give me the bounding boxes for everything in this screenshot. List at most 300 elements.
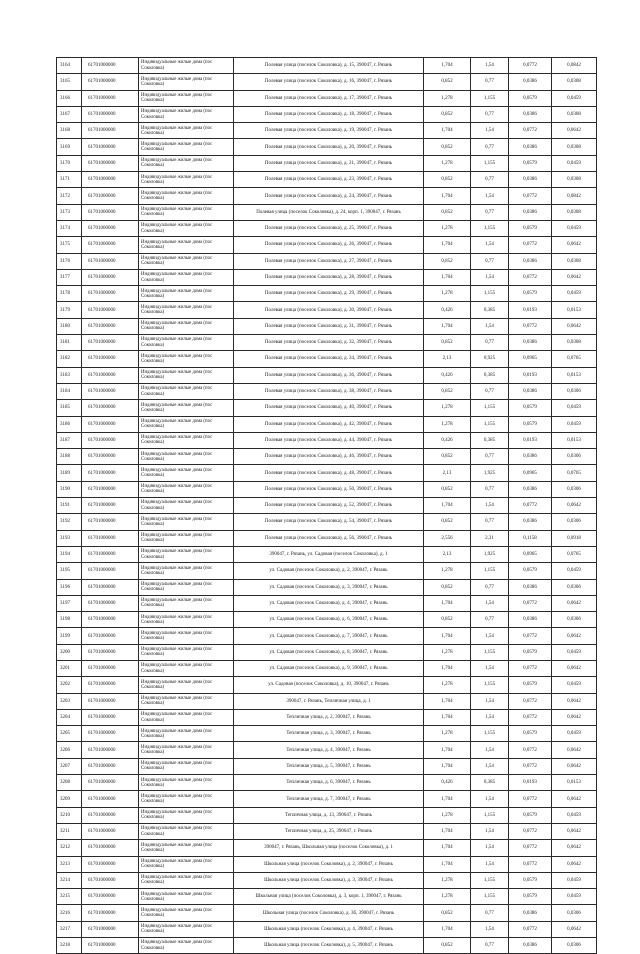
address-cell: ул. Садовая (поселок Соколовка), д. 9, 390047, г. Рязань <box>234 660 424 676</box>
value-3-cell: 0,0772 <box>509 123 552 139</box>
row-number-cell: 3173 <box>57 204 82 220</box>
row-number-cell: 3169 <box>57 139 82 155</box>
okato-code-cell: 61701000000 <box>82 367 139 383</box>
okato-code-cell: 61701000000 <box>82 188 139 204</box>
address-cell: Полевая улица (поселок Соколовка), д. 24, корп. 1, 390047, г. Рязань <box>234 204 424 220</box>
value-3-cell: 0,0772 <box>509 498 552 514</box>
address-cell: ул. Садовая (поселок Соколовка), д. 10, 390047, г. Рязань <box>234 677 424 693</box>
value-4-cell: 0,0306 <box>552 612 597 628</box>
okato-code-cell: 61701000000 <box>82 563 139 579</box>
value-2-cell: 1,54 <box>471 742 509 758</box>
value-2-cell: 1,54 <box>471 791 509 807</box>
address-cell: ул. Садовая (поселок Соколовка), д. 6, 390047, г. Рязань <box>234 612 424 628</box>
row-number-cell: 3202 <box>57 677 82 693</box>
value-2-cell: 1,54 <box>471 660 509 676</box>
value-1-cell: 1,278 <box>424 286 471 302</box>
object-type-cell: Индивидуальные жилые дома (пос Соколовка) <box>139 807 234 823</box>
row-number-cell: 3213 <box>57 856 82 872</box>
value-1-cell: 0,426 <box>424 302 471 318</box>
okato-code-cell: 61701000000 <box>82 383 139 399</box>
table-row <box>57 514 597 530</box>
okato-code-cell: 61701000000 <box>82 742 139 758</box>
address-cell: Тепличная улица, д. 6, 390047, г. Рязань <box>234 775 424 791</box>
value-2-cell: 0,385 <box>471 432 509 448</box>
address-cell: Тепличная улица, д. 7, 390047, г. Рязань <box>234 791 424 807</box>
value-3-cell: 0,0965 <box>509 465 552 481</box>
value-3-cell: 0,0772 <box>509 709 552 725</box>
row-number-cell: 3164 <box>57 58 82 74</box>
registry-rows <box>57 58 597 954</box>
value-2-cell: 0,77 <box>471 253 509 269</box>
okato-code-cell: 61701000000 <box>82 155 139 171</box>
value-1-cell: 1,278 <box>424 416 471 432</box>
object-type-cell: Индивидуальные жилые дома (пос Соколовка) <box>139 758 234 774</box>
address-cell: ул. Садовая (поселок Соколовка), д. 8, 390047, г. Рязань <box>234 644 424 660</box>
value-3-cell: 0,0579 <box>509 286 552 302</box>
value-4-cell: 0,0642 <box>552 921 597 937</box>
object-type-cell: Индивидуальные жилые дома (пос Соколовка) <box>139 889 234 905</box>
address-cell: Полевая улица (поселок Соколовка), д. 46, 390047, г. Рязань <box>234 449 424 465</box>
table-row <box>57 889 597 905</box>
address-cell: Полевая улица (поселок Соколовка), д. 56, 390047, г. Рязань <box>234 530 424 546</box>
value-1-cell: 1,704 <box>424 628 471 644</box>
row-number-cell: 3178 <box>57 286 82 302</box>
object-type-cell: Индивидуальные жилые дома (пос Соколовка) <box>139 302 234 318</box>
table-row <box>57 106 597 122</box>
value-4-cell: 0,0306 <box>552 481 597 497</box>
value-3-cell: 0,0772 <box>509 58 552 74</box>
value-1-cell: 1,704 <box>424 237 471 253</box>
value-4-cell: 0,0459 <box>552 563 597 579</box>
value-3-cell: 0,0772 <box>509 595 552 611</box>
okato-code-cell: 61701000000 <box>82 58 139 74</box>
value-1-cell: 0,426 <box>424 432 471 448</box>
object-type-cell: Индивидуальные жилые дома (пос Соколовка) <box>139 709 234 725</box>
value-1-cell: 0,852 <box>424 74 471 90</box>
value-1-cell: 1,704 <box>424 742 471 758</box>
value-2-cell: 1,54 <box>471 693 509 709</box>
okato-code-cell: 61701000000 <box>82 318 139 334</box>
value-3-cell: 0,0386 <box>509 139 552 155</box>
row-number-cell: 3171 <box>57 172 82 188</box>
table-row <box>57 286 597 302</box>
object-type-cell: Индивидуальные жилые дома (пос Соколовка) <box>139 220 234 236</box>
address-cell: Полевая улица (поселок Соколовка), д. 44, 390047, г. Рязань <box>234 432 424 448</box>
value-4-cell: 0,0459 <box>552 889 597 905</box>
object-type-cell: Индивидуальные жилые дома (пос Соколовка) <box>139 269 234 285</box>
value-3-cell: 0,0579 <box>509 726 552 742</box>
object-type-cell: Индивидуальные жилые дома (пос Соколовка) <box>139 416 234 432</box>
value-4-cell: 0,0918 <box>552 530 597 546</box>
value-3-cell: 0,0386 <box>509 253 552 269</box>
value-1-cell: 2,556 <box>424 530 471 546</box>
row-number-cell: 3191 <box>57 498 82 514</box>
object-type-cell: Индивидуальные жилые дома (пос Соколовка) <box>139 579 234 595</box>
table-row <box>57 498 597 514</box>
okato-code-cell: 61701000000 <box>82 775 139 791</box>
value-2-cell: 2,31 <box>471 530 509 546</box>
address-cell: Полевая улица (поселок Соколовка), д. 18, 390047, г. Рязань <box>234 106 424 122</box>
value-1-cell: 0,426 <box>424 775 471 791</box>
row-number-cell: 3214 <box>57 872 82 888</box>
value-1-cell: 1,704 <box>424 823 471 839</box>
address-cell: Тепличная улица, д. 25, 390047, г. Рязань <box>234 823 424 839</box>
table-row <box>57 791 597 807</box>
address-cell: ул. Садовая (поселок Соколовка), д. 4, 390047, г. Рязань <box>234 595 424 611</box>
value-4-cell: 0,0308 <box>552 335 597 351</box>
row-number-cell: 3182 <box>57 351 82 367</box>
value-4-cell: 0,0308 <box>552 74 597 90</box>
value-1-cell: 1,704 <box>424 709 471 725</box>
okato-code-cell: 61701000000 <box>82 660 139 676</box>
value-2-cell: 1,155 <box>471 90 509 106</box>
value-2-cell: 0,77 <box>471 938 509 954</box>
value-2-cell: 1,54 <box>471 628 509 644</box>
table-row <box>57 612 597 628</box>
value-2-cell: 1,155 <box>471 677 509 693</box>
value-3-cell: 0,0579 <box>509 155 552 171</box>
okato-code-cell: 61701000000 <box>82 530 139 546</box>
row-number-cell: 3206 <box>57 742 82 758</box>
okato-code-cell: 61701000000 <box>82 807 139 823</box>
value-2-cell: 1,155 <box>471 563 509 579</box>
address-cell: Полевая улица (поселок Соколовка), д. 34, 390047, г. Рязань <box>234 351 424 367</box>
value-4-cell: 0,0459 <box>552 644 597 660</box>
value-4-cell: 0,0153 <box>552 775 597 791</box>
value-2-cell: 1,155 <box>471 286 509 302</box>
table-row <box>57 204 597 220</box>
table-row <box>57 921 597 937</box>
okato-code-cell: 61701000000 <box>82 416 139 432</box>
address-cell: Полевая улица (поселок Соколовка), д. 54, 390047, г. Рязань <box>234 514 424 530</box>
row-number-cell: 3166 <box>57 90 82 106</box>
okato-code-cell: 61701000000 <box>82 123 139 139</box>
object-type-cell: Индивидуальные жилые дома (пос Соколовка) <box>139 563 234 579</box>
value-4-cell: 0,0459 <box>552 286 597 302</box>
address-cell: Школьная улица (поселок Соколовка), д. 3б, 390047, г. Рязань <box>234 905 424 921</box>
value-1-cell: 0,852 <box>424 612 471 628</box>
row-number-cell: 3204 <box>57 709 82 725</box>
value-2-cell: 1,54 <box>471 237 509 253</box>
address-cell: Полевая улица (поселок Соколовка), д. 19, 390047, г. Рязань <box>234 123 424 139</box>
table-row <box>57 383 597 399</box>
value-3-cell: 0,0386 <box>509 449 552 465</box>
row-number-cell: 3184 <box>57 383 82 399</box>
address-cell: Тепличная улица, д. 13, 390047, г. Рязань <box>234 807 424 823</box>
object-type-cell: Индивидуальные жилые дома (пос Соколовка) <box>139 872 234 888</box>
value-4-cell: 0,0642 <box>552 709 597 725</box>
value-4-cell: 0,0642 <box>552 660 597 676</box>
okato-code-cell: 61701000000 <box>82 90 139 106</box>
value-1-cell: 1,704 <box>424 921 471 937</box>
value-3-cell: 0,0386 <box>509 106 552 122</box>
value-1-cell: 0,852 <box>424 253 471 269</box>
object-type-cell: Индивидуальные жилые дома (пос Соколовка) <box>139 286 234 302</box>
value-2-cell: 1,925 <box>471 465 509 481</box>
okato-code-cell: 61701000000 <box>82 579 139 595</box>
value-2-cell: 1,155 <box>471 889 509 905</box>
object-type-cell: Индивидуальные жилые дома (пос Соколовка) <box>139 546 234 562</box>
address-cell: Полевая улица (поселок Соколовка), д. 50, 390047, г. Рязань <box>234 481 424 497</box>
okato-code-cell: 61701000000 <box>82 612 139 628</box>
value-3-cell: 0,0579 <box>509 416 552 432</box>
object-type-cell: Индивидуальные жилые дома (пос Соколовка) <box>139 856 234 872</box>
value-4-cell: 0,0308 <box>552 139 597 155</box>
object-type-cell: Индивидуальные жилые дома (пос Соколовка) <box>139 74 234 90</box>
value-1-cell: 1,278 <box>424 400 471 416</box>
row-number-cell: 3185 <box>57 400 82 416</box>
value-4-cell: 0,0642 <box>552 318 597 334</box>
row-number-cell: 3176 <box>57 253 82 269</box>
object-type-cell: Индивидуальные жилые дома (пос Соколовка) <box>139 155 234 171</box>
okato-code-cell: 61701000000 <box>82 791 139 807</box>
value-2-cell: 1,54 <box>471 188 509 204</box>
value-2-cell: 0,77 <box>471 139 509 155</box>
okato-code-cell: 61701000000 <box>82 286 139 302</box>
address-cell: 390047, г. Рязань, Школьная улица (поселок Соколовка), д. 1 <box>234 840 424 856</box>
value-2-cell: 1,54 <box>471 823 509 839</box>
okato-code-cell: 61701000000 <box>82 921 139 937</box>
table-row <box>57 351 597 367</box>
value-1-cell: 0,852 <box>424 481 471 497</box>
object-type-cell: Индивидуальные жилые дома (пос Соколовка) <box>139 237 234 253</box>
value-1-cell: 2,13 <box>424 465 471 481</box>
value-3-cell: 0,0386 <box>509 172 552 188</box>
okato-code-cell: 61701000000 <box>82 204 139 220</box>
value-1-cell: 1,704 <box>424 660 471 676</box>
object-type-cell: Индивидуальные жилые дома (пос Соколовка) <box>139 481 234 497</box>
address-cell: Полевая улица (поселок Соколовка), д. 28, 390047, г. Рязань <box>234 269 424 285</box>
row-number-cell: 3210 <box>57 807 82 823</box>
value-3-cell: 0,0772 <box>509 758 552 774</box>
object-type-cell: Индивидуальные жилые дома (пос Соколовка) <box>139 383 234 399</box>
object-type-cell: Индивидуальные жилые дома (пос Соколовка) <box>139 253 234 269</box>
value-3-cell: 0,0579 <box>509 644 552 660</box>
value-3-cell: 0,0772 <box>509 921 552 937</box>
table-row <box>57 807 597 823</box>
okato-code-cell: 61701000000 <box>82 498 139 514</box>
table-row <box>57 709 597 725</box>
value-3-cell: 0,1158 <box>509 530 552 546</box>
value-1-cell: 1,704 <box>424 840 471 856</box>
okato-code-cell: 61701000000 <box>82 595 139 611</box>
value-2-cell: 1,155 <box>471 807 509 823</box>
table-row <box>57 237 597 253</box>
row-number-cell: 3179 <box>57 302 82 318</box>
object-type-cell: Индивидуальные жилые дома (пос Соколовка) <box>139 938 234 954</box>
row-number-cell: 3198 <box>57 612 82 628</box>
table-row <box>57 823 597 839</box>
value-2-cell: 1,54 <box>471 758 509 774</box>
value-3-cell: 0,0772 <box>509 188 552 204</box>
value-3-cell: 0,0193 <box>509 432 552 448</box>
row-number-cell: 3215 <box>57 889 82 905</box>
value-1-cell: 0,852 <box>424 579 471 595</box>
okato-code-cell: 61701000000 <box>82 872 139 888</box>
value-2-cell: 0,385 <box>471 302 509 318</box>
value-4-cell: 0,0642 <box>552 123 597 139</box>
object-type-cell: Индивидуальные жилые дома (пос Соколовка) <box>139 726 234 742</box>
value-2-cell: 0,77 <box>471 579 509 595</box>
table-row <box>57 530 597 546</box>
row-number-cell: 3186 <box>57 416 82 432</box>
value-3-cell: 0,0579 <box>509 90 552 106</box>
value-2-cell: 0,77 <box>471 481 509 497</box>
object-type-cell: Индивидуальные жилые дома (пос Соколовка) <box>139 612 234 628</box>
object-type-cell: Индивидуальные жилые дома (пос Соколовка) <box>139 465 234 481</box>
row-number-cell: 3175 <box>57 237 82 253</box>
okato-code-cell: 61701000000 <box>82 481 139 497</box>
okato-code-cell: 61701000000 <box>82 889 139 905</box>
value-1-cell: 2,13 <box>424 546 471 562</box>
value-4-cell: 0,0642 <box>552 791 597 807</box>
value-3-cell: 0,0579 <box>509 400 552 416</box>
value-1-cell: 1,278 <box>424 677 471 693</box>
okato-code-cell: 61701000000 <box>82 335 139 351</box>
row-number-cell: 3192 <box>57 514 82 530</box>
row-number-cell: 3165 <box>57 74 82 90</box>
okato-code-cell: 61701000000 <box>82 628 139 644</box>
value-4-cell: 0,0765 <box>552 546 597 562</box>
object-type-cell: Индивидуальные жилые дома (пос Соколовка) <box>139 351 234 367</box>
value-2-cell: 1,155 <box>471 726 509 742</box>
value-3-cell: 0,0386 <box>509 335 552 351</box>
object-type-cell: Индивидуальные жилые дома (пос Соколовка) <box>139 318 234 334</box>
object-type-cell: Индивидуальные жилые дома (пос Соколовка) <box>139 791 234 807</box>
value-3-cell: 0,0386 <box>509 204 552 220</box>
table-row <box>57 367 597 383</box>
value-1-cell: 0,852 <box>424 139 471 155</box>
value-4-cell: 0,0642 <box>552 823 597 839</box>
value-3-cell: 0,0579 <box>509 889 552 905</box>
address-cell: Полевая улица (поселок Соколовка), д. 31, 390047, г. Рязань <box>234 318 424 334</box>
value-2-cell: 1,155 <box>471 416 509 432</box>
okato-code-cell: 61701000000 <box>82 465 139 481</box>
object-type-cell: Индивидуальные жилые дома (пос Соколовка) <box>139 660 234 676</box>
table-row <box>57 905 597 921</box>
value-4-cell: 0,0642 <box>552 856 597 872</box>
table-row <box>57 172 597 188</box>
value-2-cell: 1,54 <box>471 840 509 856</box>
row-number-cell: 3167 <box>57 106 82 122</box>
address-cell: Полевая улица (поселок Соколовка), д. 24, 390047, г. Рязань <box>234 188 424 204</box>
value-3-cell: 0,0386 <box>509 938 552 954</box>
value-1-cell: 0,426 <box>424 367 471 383</box>
value-4-cell: 0,0459 <box>552 677 597 693</box>
okato-code-cell: 61701000000 <box>82 514 139 530</box>
value-3-cell: 0,0772 <box>509 840 552 856</box>
table-row <box>57 220 597 236</box>
value-2-cell: 0,77 <box>471 204 509 220</box>
object-type-cell: Индивидуальные жилые дома (пос Соколовка) <box>139 367 234 383</box>
value-4-cell: 0,0459 <box>552 726 597 742</box>
value-2-cell: 1,54 <box>471 498 509 514</box>
value-4-cell: 0,0308 <box>552 172 597 188</box>
row-number-cell: 3205 <box>57 726 82 742</box>
okato-code-cell: 61701000000 <box>82 758 139 774</box>
table-row <box>57 872 597 888</box>
address-cell: 390047, г. Рязань, ул. Садовая (поселок Соколовка), д. 1 <box>234 546 424 562</box>
value-1-cell: 0,852 <box>424 905 471 921</box>
value-3-cell: 0,0579 <box>509 872 552 888</box>
value-1-cell: 1,704 <box>424 188 471 204</box>
row-number-cell: 3172 <box>57 188 82 204</box>
value-3-cell: 0,0193 <box>509 775 552 791</box>
value-3-cell: 0,0772 <box>509 693 552 709</box>
okato-code-cell: 61701000000 <box>82 253 139 269</box>
row-number-cell: 3180 <box>57 318 82 334</box>
row-number-cell: 3183 <box>57 367 82 383</box>
table-row <box>57 302 597 318</box>
value-2-cell: 1,155 <box>471 220 509 236</box>
row-number-cell: 3168 <box>57 123 82 139</box>
table-row <box>57 628 597 644</box>
value-2-cell: 1,54 <box>471 318 509 334</box>
object-type-cell: Индивидуальные жилые дома (пос Соколовка) <box>139 905 234 921</box>
row-number-cell: 3218 <box>57 938 82 954</box>
address-cell: Полевая улица (поселок Соколовка), д. 48, 390047, г. Рязань <box>234 465 424 481</box>
value-1-cell: 1,704 <box>424 856 471 872</box>
table-row <box>57 644 597 660</box>
object-type-cell: Индивидуальные жилые дома (пос Соколовка) <box>139 644 234 660</box>
object-type-cell: Индивидуальные жилые дома (пос Соколовка) <box>139 677 234 693</box>
table-row <box>57 840 597 856</box>
table-row <box>57 742 597 758</box>
okato-code-cell: 61701000000 <box>82 693 139 709</box>
row-number-cell: 3187 <box>57 432 82 448</box>
address-cell: 390047, г. Рязань, Тепличная улица, д. 1 <box>234 693 424 709</box>
okato-code-cell: 61701000000 <box>82 856 139 872</box>
table-row <box>57 400 597 416</box>
value-3-cell: 0,0772 <box>509 660 552 676</box>
row-number-cell: 3199 <box>57 628 82 644</box>
value-4-cell: 0,0765 <box>552 351 597 367</box>
table-row <box>57 563 597 579</box>
address-cell: Полевая улица (поселок Соколовка), д. 16, 390047, г. Рязань <box>234 74 424 90</box>
object-type-cell: Индивидуальные жилые дома (пос Соколовка) <box>139 628 234 644</box>
address-cell: Школьная улица (поселок Соколовка), д. 3, корп. 1, 390047, г. Рязань <box>234 889 424 905</box>
object-type-cell: Индивидуальные жилые дома (пос Соколовка) <box>139 742 234 758</box>
value-1-cell: 1,704 <box>424 58 471 74</box>
value-3-cell: 0,0772 <box>509 823 552 839</box>
okato-code-cell: 61701000000 <box>82 106 139 122</box>
value-4-cell: 0,0642 <box>552 595 597 611</box>
value-4-cell: 0,0306 <box>552 938 597 954</box>
value-4-cell: 0,0642 <box>552 758 597 774</box>
okato-code-cell: 61701000000 <box>82 172 139 188</box>
value-4-cell: 0,0308 <box>552 253 597 269</box>
object-type-cell: Индивидуальные жилые дома (пос Соколовка) <box>139 595 234 611</box>
value-3-cell: 0,0772 <box>509 856 552 872</box>
address-cell: ул. Садовая (поселок Соколовка), д. 7, 390047, г. Рязань <box>234 628 424 644</box>
row-number-cell: 3216 <box>57 905 82 921</box>
value-4-cell: 0,0306 <box>552 449 597 465</box>
row-number-cell: 3207 <box>57 758 82 774</box>
value-2-cell: 1,54 <box>471 709 509 725</box>
row-number-cell: 3211 <box>57 823 82 839</box>
value-1-cell: 0,852 <box>424 204 471 220</box>
table-row <box>57 726 597 742</box>
row-number-cell: 3189 <box>57 465 82 481</box>
table-row <box>57 318 597 334</box>
address-cell: Полевая улица (поселок Соколовка), д. 15, 390047, г. Рязань <box>234 58 424 74</box>
address-cell: Полевая улица (поселок Соколовка), д. 52, 390047, г. Рязань <box>234 498 424 514</box>
value-3-cell: 0,0579 <box>509 220 552 236</box>
value-1-cell: 1,278 <box>424 90 471 106</box>
value-4-cell: 0,0642 <box>552 742 597 758</box>
address-cell: Полевая улица (поселок Соколовка), д. 42, 390047, г. Рязань <box>234 416 424 432</box>
value-3-cell: 0,0965 <box>509 546 552 562</box>
